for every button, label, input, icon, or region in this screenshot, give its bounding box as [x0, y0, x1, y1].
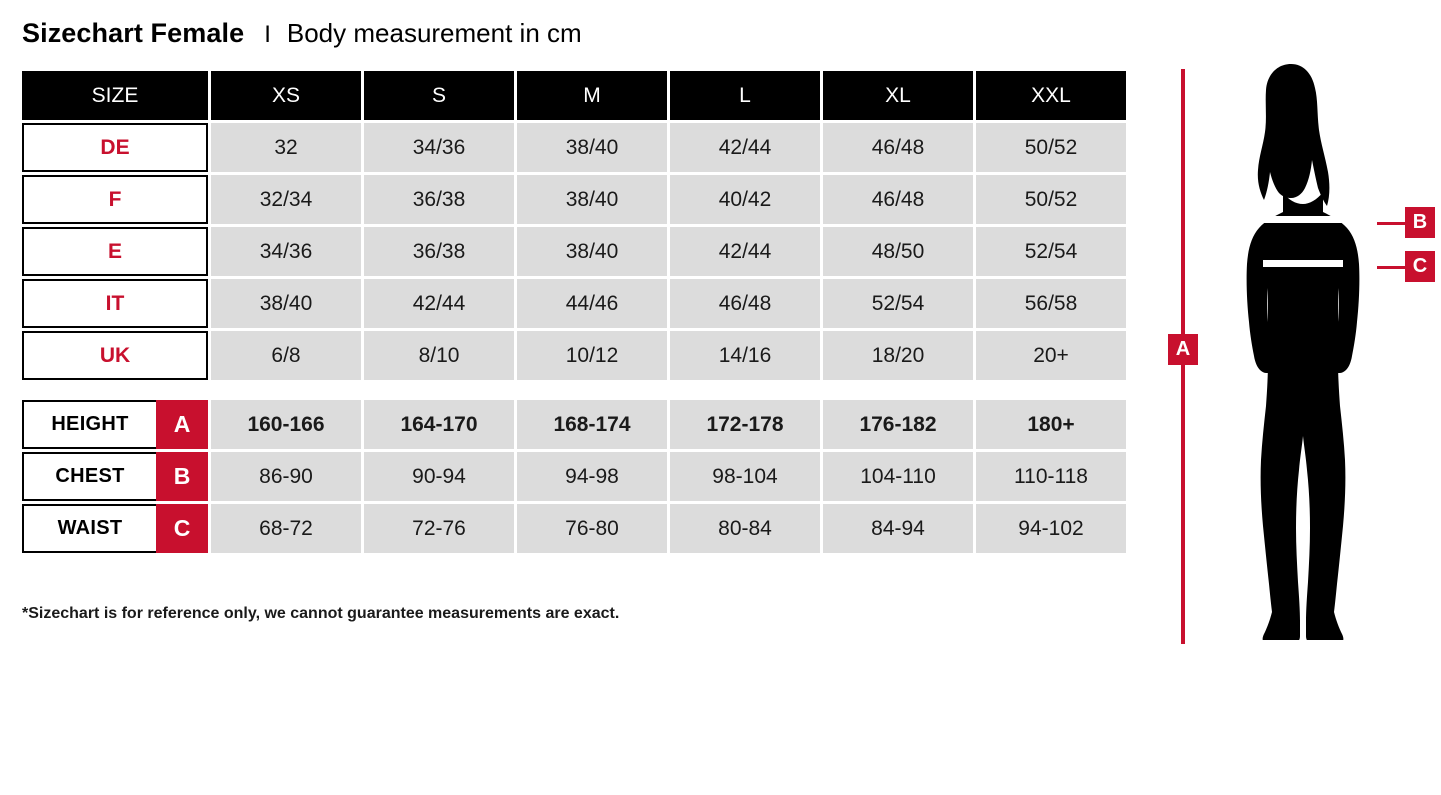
row-label-waist — [22, 504, 208, 553]
cell-chest-xl: 104-110 — [823, 452, 973, 501]
cell-waist-m: 76-80 — [517, 504, 667, 553]
footnote-text: *Sizechart is for reference only, we cannot guarantee measurements are exact. — [22, 605, 620, 622]
table-header-row — [22, 71, 1126, 120]
title-main: Sizechart Female — [22, 18, 245, 48]
cell-chest-xs: 86-90 — [211, 452, 361, 501]
header-size-xs: XS — [211, 71, 361, 120]
height-label-text: HEIGHT — [22, 400, 156, 449]
cell-e-xl: 48/50 — [823, 227, 973, 276]
table-row — [22, 227, 1126, 276]
cell-f-s: 36/38 — [364, 175, 514, 224]
cell-f-m: 38/40 — [517, 175, 667, 224]
cell-de-xs: 32 — [211, 123, 361, 172]
cell-waist-s: 72-76 — [364, 504, 514, 553]
row-label-uk: UK — [22, 331, 208, 380]
cell-de-xxl: 50/52 — [976, 123, 1126, 172]
row-label-chest — [22, 452, 208, 501]
waist-badge: C — [156, 504, 208, 553]
cell-uk-l: 14/16 — [670, 331, 820, 380]
table-row — [22, 279, 1126, 328]
cell-height-l: 172-178 — [670, 400, 820, 449]
cell-chest-xxl: 110-118 — [976, 452, 1126, 501]
body-figure-panel — [1155, 60, 1441, 650]
header-size-xl: XL — [823, 71, 973, 120]
cell-height-xl: 176-182 — [823, 400, 973, 449]
cell-de-s: 34/36 — [364, 123, 514, 172]
cell-chest-l: 98-104 — [670, 452, 820, 501]
figure-chest-badge: B — [1405, 207, 1435, 238]
row-label-e: E — [22, 227, 208, 276]
cell-height-m: 168-174 — [517, 400, 667, 449]
figure-height-badge: A — [1168, 334, 1198, 365]
cell-waist-xl: 84-94 — [823, 504, 973, 553]
title-subtitle: Body measurement in cm — [286, 18, 582, 48]
cell-it-xl: 52/54 — [823, 279, 973, 328]
cell-uk-xs: 6/8 — [211, 331, 361, 380]
cell-e-xs: 34/36 — [211, 227, 361, 276]
waist-label-text: WAIST — [22, 504, 156, 553]
cell-f-xs: 32/34 — [211, 175, 361, 224]
table-spacer — [22, 383, 1126, 397]
cell-f-xl: 46/48 — [823, 175, 973, 224]
table-row — [22, 331, 1126, 380]
cell-e-l: 42/44 — [670, 227, 820, 276]
table-row — [22, 400, 1126, 449]
title-separator: I — [264, 21, 271, 48]
cell-height-s: 164-170 — [364, 400, 514, 449]
cell-it-xs: 38/40 — [211, 279, 361, 328]
header-size-s: S — [364, 71, 514, 120]
row-label-de: DE — [22, 123, 208, 172]
cell-de-xl: 46/48 — [823, 123, 973, 172]
cell-it-xxl: 56/58 — [976, 279, 1126, 328]
header-size-m: M — [517, 71, 667, 120]
header-size-xxl: XXL — [976, 71, 1126, 120]
row-label-it: IT — [22, 279, 208, 328]
cell-chest-m: 94-98 — [517, 452, 667, 501]
cell-it-m: 44/46 — [517, 279, 667, 328]
cell-uk-xxl: 20+ — [976, 331, 1126, 380]
height-badge: A — [156, 400, 208, 449]
cell-height-xs: 160-166 — [211, 400, 361, 449]
chest-label-text: CHEST — [22, 452, 156, 501]
cell-height-xxl: 180+ — [976, 400, 1126, 449]
chest-badge: B — [156, 452, 208, 501]
header-size-label: SIZE — [22, 71, 208, 120]
cell-de-m: 38/40 — [517, 123, 667, 172]
cell-uk-xl: 18/20 — [823, 331, 973, 380]
table-row — [22, 504, 1126, 553]
cell-waist-l: 80-84 — [670, 504, 820, 553]
cell-chest-s: 90-94 — [364, 452, 514, 501]
table-row — [22, 175, 1126, 224]
cell-uk-m: 10/12 — [517, 331, 667, 380]
cell-f-l: 40/42 — [670, 175, 820, 224]
row-label-f: F — [22, 175, 208, 224]
figure-waist-badge: C — [1405, 251, 1435, 282]
page-title — [22, 18, 582, 49]
row-label-height — [22, 400, 208, 449]
cell-de-l: 42/44 — [670, 123, 820, 172]
cell-e-m: 38/40 — [517, 227, 667, 276]
cell-f-xxl: 50/52 — [976, 175, 1126, 224]
female-silhouette-icon — [1217, 60, 1382, 640]
cell-waist-xs: 68-72 — [211, 504, 361, 553]
cell-it-s: 42/44 — [364, 279, 514, 328]
cell-it-l: 46/48 — [670, 279, 820, 328]
cell-e-s: 36/38 — [364, 227, 514, 276]
cell-uk-s: 8/10 — [364, 331, 514, 380]
header-size-l: L — [670, 71, 820, 120]
table-row — [22, 123, 1126, 172]
cell-waist-xxl: 94-102 — [976, 504, 1126, 553]
table-row — [22, 452, 1126, 501]
size-chart-table — [19, 68, 1129, 556]
cell-e-xxl: 52/54 — [976, 227, 1126, 276]
